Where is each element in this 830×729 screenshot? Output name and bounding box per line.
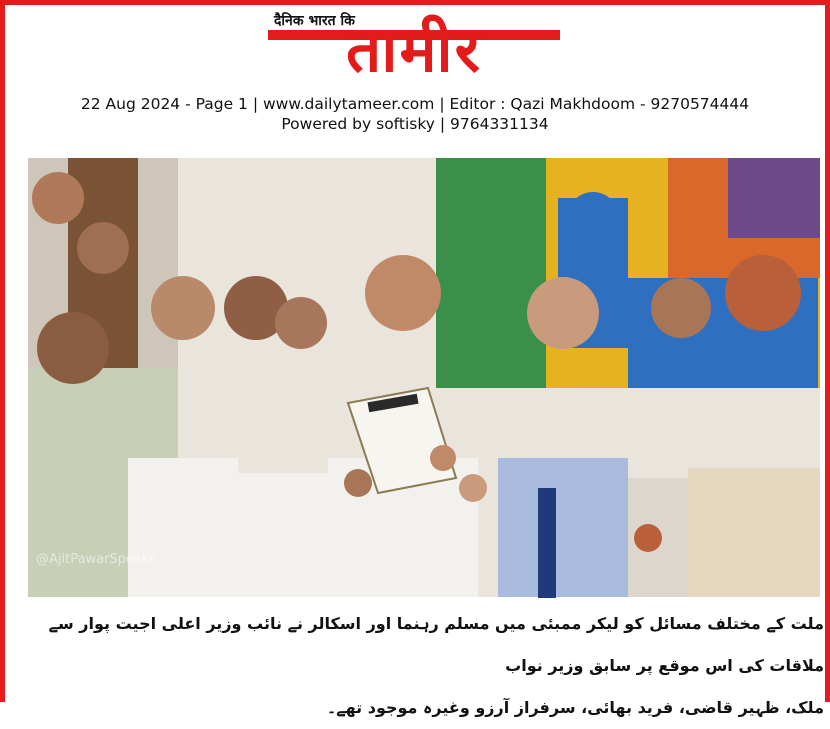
photo-illustration bbox=[28, 158, 820, 597]
news-photo bbox=[28, 158, 820, 597]
news-caption bbox=[28, 603, 824, 729]
edition-line: 22 Aug 2024 - Page 1 | www.dailytameer.com | Editor : Qazi Makhdoom - 9270574444 bbox=[80, 95, 750, 113]
masthead-tagline: दैनिक भारत कि bbox=[274, 13, 355, 29]
powered-by-line: Powered by softisky | 9764331134 bbox=[281, 115, 549, 133]
photo-watermark: @AjitPawarSpeaks bbox=[36, 552, 157, 567]
edition-info bbox=[0, 94, 830, 134]
caption-line-1: ملت کے مختلف مسائل کو لیکر ممبئی میں مسلم رہنما اور اسکالر نے نائب وزیر اعلی اجیت پوار سے ملاقات کی اس موقع پر سابق وزیر نواب bbox=[48, 614, 824, 675]
caption-line-2: ملک، ظہیر قاضی، فرید بھائی، سرفراز آرزو وغیرہ موجود تھے۔ bbox=[326, 698, 824, 717]
masthead bbox=[0, 0, 830, 92]
newspaper-logo: तामीर bbox=[346, 13, 482, 86]
